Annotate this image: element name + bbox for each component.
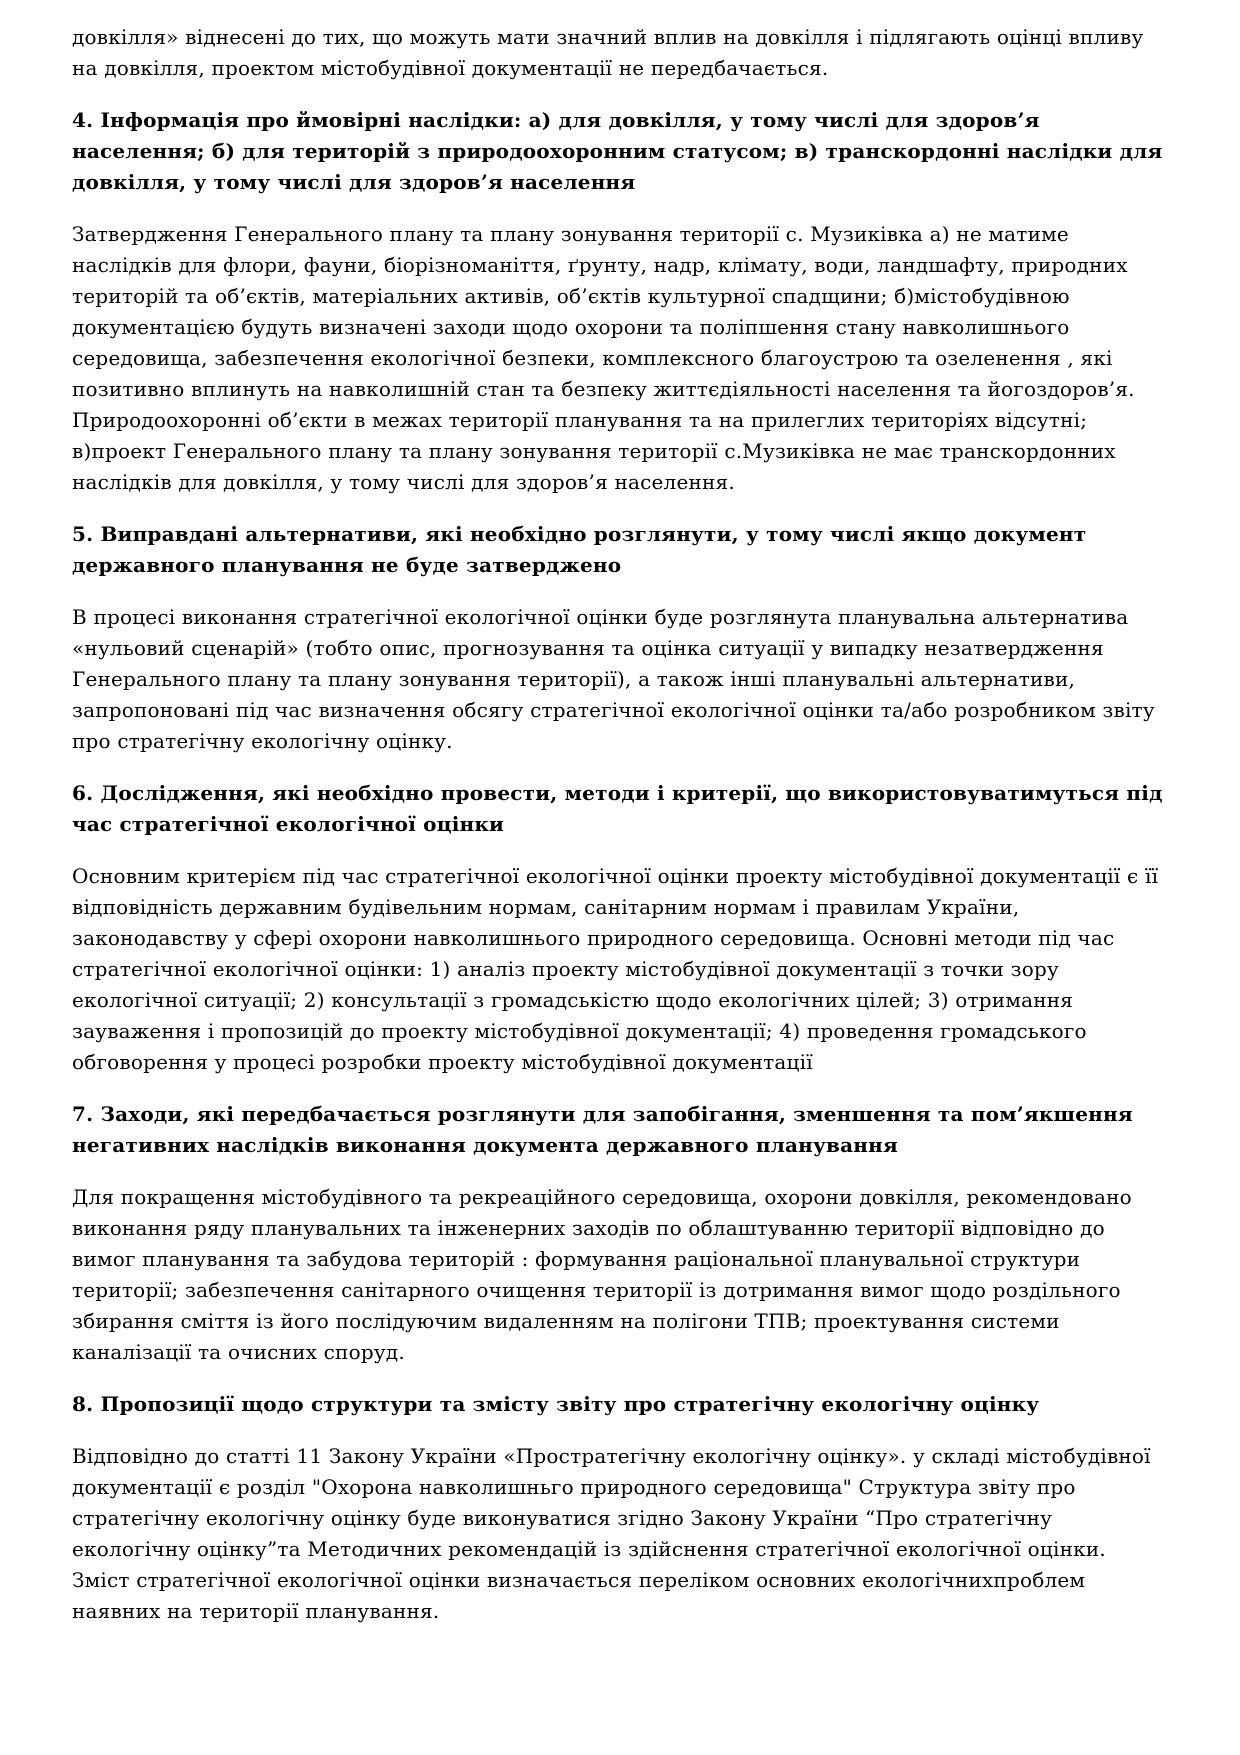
section-4-paragraph: Затвердження Генерального плану та плану зонування території с. Музиківка а) не матиме наслідків для флори, фауни, біорізноманіття, ґрунту, надр, клімату, води, ландшафту, природних територій та об’єктів, матеріальних активів, об’єктів культурної спадщини; б)містобудівною документацією будуть визначені заходи щодо охорони та поліпшення стану навколишнього середовища, забезпечення екологічної безпеки, комплексного благоустрою та озеленення , які позитивно вплинуть на навколишній стан та безпеку життєдіяльності населення та йогоздоров’я. Природоохоронні об’єкти в межах території планування та на прилеглих територіях відсутні; в)проект Генерального плану та плану зонування території с.Музиківка не має транскордонних наслідків для довкілля, у тому числі для здоров’я населення. <box>72 222 1135 494</box>
section-6-heading: 6. Дослідження, які необхідно провести, методи і критерії, що використовуватимуться під час стратегічної екологічної оцінки <box>72 781 1163 836</box>
section-5-heading: 5. Виправдані альтернативи, які необхідно розглянути, у тому числі якщо документ державного планування не буде затверджено <box>72 522 1087 577</box>
section-6-paragraph: Основним критерієм під час стратегічної екологічної оцінки проекту містобудівної документації є її відповідність державним будівельним нормам, санітарним нормам і правилам України, законодавству у сфері охорони навколишнього природного середовища. Основні методи під час стратегічної екологічної оцінки: 1) аналіз проекту містобудівної документації з точки зору екологічної ситуації; 2) консультації з громадськістю щодо екологічних цілей; 3) отримання зауваження і пропозицій до проекту містобудівної документації; 4) проведення громадського обговорення у процесі розробки проекту містобудівної документації <box>72 864 1159 1074</box>
intro-paragraph-continuation: довкілля» віднесені до тих, що можуть мати значний вплив на довкілля і підлягають оцінці впливу на довкілля, проектом містобудівної документації не передбачається. <box>72 25 1144 80</box>
section-7-paragraph: Для покращення містобудівного та рекреаційного середовища, охорони довкілля, рекомендовано виконання ряду планувальних та інженерних заходів по облаштуванню території відповідно до вимог планування та забудова територій : формування раціональної планувальної структури території; забезпечення санітарного очищення території із дотримання вимог щодо роздільного збирання сміття із його послідуючим видаленням на полігони ТПВ; проектування системи каналізації та очисних споруд. <box>72 1185 1132 1364</box>
section-5-paragraph: В процесі виконання стратегічної екологічної оцінки буде розглянута планувальна альтернатива «нульовий сценарій» (тобто опис, прогнозування та оцінка ситуації у випадку незатвердження Генерального плану та плану зонування території), а також інші планувальні альтернативи, запропоновані під час визначення обсягу стратегічної екологічної оцінки та/або розробником звіту про стратегічну екологічну оцінку. <box>72 605 1155 753</box>
section-8-heading: 8. Пропозиції щодо структури та змісту звіту про стратегічну екологічну оцінку <box>72 1392 1040 1416</box>
section-8-paragraph: Відповідно до статті 11 Закону України «Простратегічну екологічну оцінку». у складі містобудівної документації є розділ "Охорона навколишньго природного середовища" Структура звіту про стратегічну екологічну оцінку буде виконуватися згідно Закону України “Про стратегічну екологічну оцінку”та Методичних рекомендацій із здійснення стратегічної екологічної оцінки. Зміст стратегічної екологічної оцінки визначається переліком основних екологічнихпроблем наявних на території планування. <box>72 1444 1151 1623</box>
section-4-heading: 4. Інформація про ймовірні наслідки: а) для довкілля, у тому числі для здоров’я населення; б) для територій з природоохоронним статусом; в) транскордонні наслідки для довкілля, у тому числі для здоров’я населення <box>72 108 1163 194</box>
section-7-heading: 7. Заходи, які передбачається розглянути для запобігання, зменшення та пом’якшення негативних наслідків виконання документа державного планування <box>72 1102 1133 1157</box>
